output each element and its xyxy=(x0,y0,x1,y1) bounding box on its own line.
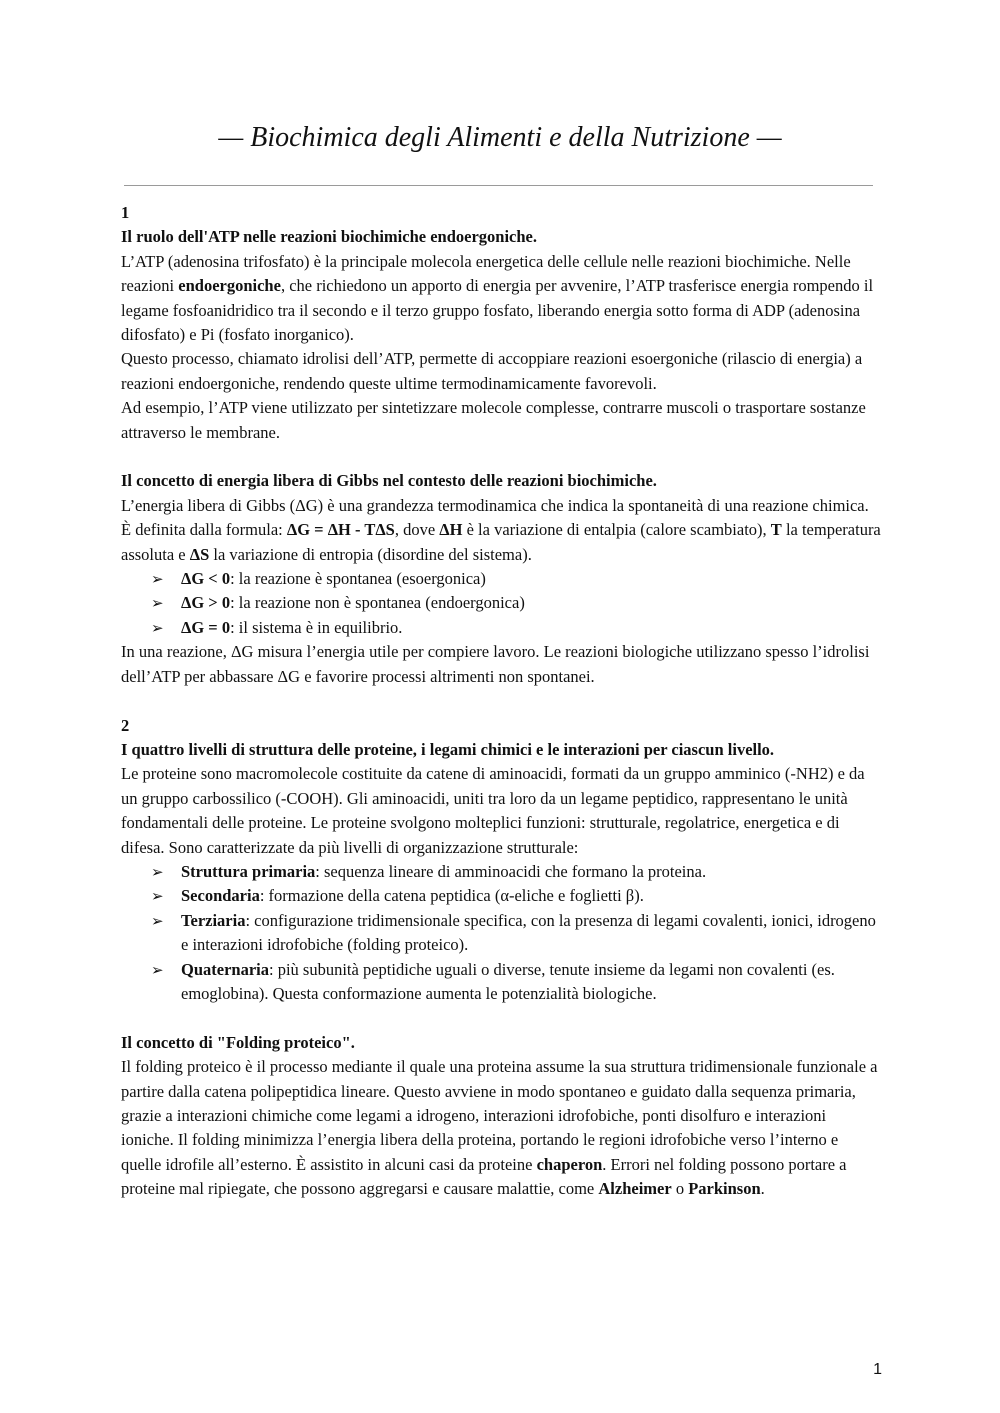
paragraph: Il folding proteico è il processo mediante il quale una proteina assume la sua struttura tridimensionale funzionale a partire dalla catena polipeptidica lineare. Questo avviene in modo spontaneo e guidato dalla sequenza primaria, grazie a interazioni chimiche come legami a idrogeno, interazioni idrofobiche, ponti disolfuro e interazioni ioniche. Il folding minimizza l’energia libera della proteina, portando le regioni idrofobiche verso l’interno e quelle idrofile all’esterno. È assistito in alcuni casi da proteine chaperon. Errori nel folding possono portare a proteine mal ripiegate, che possono aggregarsi e causare malattie, come Alzheimer o Parkinson. xyxy=(121,1057,878,1199)
page-number: 1 xyxy=(873,1361,882,1378)
paragraph: In una reazione, ΔG misura l’energia utile per compiere lavoro. Le reazioni biologiche utilizzano spesso l’idrolisi dell’ATP per abbassare ΔG e favorire processi altrimenti non spontanei. xyxy=(121,642,870,686)
document-title: — Biochimica degli Alimenti e della Nutrizione — xyxy=(218,122,782,153)
section-number: 2 xyxy=(121,715,130,735)
formula: ΔG = ΔH - TΔS xyxy=(286,520,395,540)
document-body xyxy=(121,201,881,1202)
list-item: ➢ Secondaria: formazione della catena peptidica (α-eliche e foglietti β). xyxy=(121,884,881,908)
title-divider xyxy=(124,185,873,186)
list-item: ➢ Struttura primaria: sequenza lineare di amminoacidi che formano la proteina. xyxy=(121,860,881,884)
spacer xyxy=(121,445,881,469)
emphasis: T xyxy=(770,520,782,540)
paragraph: Le proteine sono macromolecole costituite da catene di aminoacidi, formati da un gruppo amminico (-NH2) e da un gruppo carbossilico (-COOH). Gli aminoacidi, uniti tra loro da un legame peptidico, rappresentano le unità fondamentali delle proteine. Le proteine svolgono molteplici funzioni: strutturale, regolatrice, energetica e di difesa. Sono caratterizzate da più livelli di organizzazione strutturale: xyxy=(121,764,865,857)
list-item: ➢ Terziaria: configurazione tridimensionale specifica, con la presenza di legami covalenti, ionici, idrogeno e interazioni idrofobiche (folding proteico). xyxy=(151,910,876,955)
section-heading: Il concetto di "Folding proteico". xyxy=(121,1032,355,1052)
arrow-bullet-icon: ➢ xyxy=(151,862,164,881)
emphasis: chaperon xyxy=(536,1154,603,1174)
arrow-bullet-icon: ➢ xyxy=(151,887,164,906)
emphasis: endoergoniche xyxy=(178,276,281,296)
emphasis: Parkinson xyxy=(688,1179,761,1199)
emphasis: Alzheimer xyxy=(598,1179,672,1199)
list-item: ➢ ΔG = 0: il sistema è in equilibrio. xyxy=(121,616,881,640)
arrow-bullet-icon: ➢ xyxy=(151,911,164,930)
section-heading: Il concetto di energia libera di Gibbs nel contesto delle reazioni biochimiche. xyxy=(121,471,657,491)
section-heading: Il ruolo dell'ATP nelle reazioni biochimiche endoergoniche. xyxy=(121,227,537,247)
arrow-bullet-icon: ➢ xyxy=(151,618,164,637)
arrow-bullet-icon: ➢ xyxy=(151,570,164,589)
list-item: ➢ Quaternaria: più subunità peptidiche uguali o diverse, tenute insieme da legami non covalenti (es. emoglobina). Questa conformazione aumenta le potenzialità biologiche. xyxy=(151,959,835,1003)
bullet-list xyxy=(121,567,881,640)
emphasis: ΔS xyxy=(189,544,210,564)
spacer xyxy=(121,689,881,713)
arrow-bullet-icon: ➢ xyxy=(151,960,164,979)
section-number: 1 xyxy=(121,203,130,222)
spacer xyxy=(121,1006,881,1030)
paragraph: Questo processo, chiamato idrolisi dell’ATP, permette di accoppiare reazioni esoergoniche (rilascio di energia) a reazioni endoergoniche, rendendo queste ultime termodinamicamente favorevoli. xyxy=(121,349,863,393)
section-heading: I quattro livelli di struttura delle proteine, i legami chimici e le interazioni per ciascun livello. xyxy=(121,739,775,759)
list-item: ➢ ΔG > 0: la reazione non è spontanea (endoergonica) xyxy=(121,591,881,615)
list-item: ➢ ΔG < 0: la reazione è spontanea (esoergonica) xyxy=(121,567,881,591)
paragraph: Ad esempio, l’ATP viene utilizzato per sintetizzare molecole complesse, contrarre muscoli o trasportare sostanze attraverso le membrane. xyxy=(121,398,866,442)
bullet-list xyxy=(121,860,881,1006)
emphasis: ΔH xyxy=(439,520,463,540)
paragraph: L’energia libera di Gibbs (ΔG) è una grandezza termodinamica che indica la spontaneità di una reazione chimica. È definita dalla formula: ΔG = ΔH - TΔS, dove ΔH è la variazione di entalpia (calore scambiato), T la temperatura assoluta e ΔS la variazione di entropia (disordine del sistema). xyxy=(121,495,881,564)
arrow-bullet-icon: ➢ xyxy=(151,594,164,613)
paragraph: L’ATP (adenosina trifosfato) è la principale molecola energetica delle cellule nelle reazioni biochimiche. Nelle reazioni endoergoniche, che richiedono un apporto di energia per avvenire, l’ATP trasferisce energia rompendo il legame fosfoanidridico tra il secondo e il terzo gruppo fosfato, liberando energia sotto forma di ADP (adenosina difosfato) e Pi (fosfato inorganico). xyxy=(121,251,874,345)
